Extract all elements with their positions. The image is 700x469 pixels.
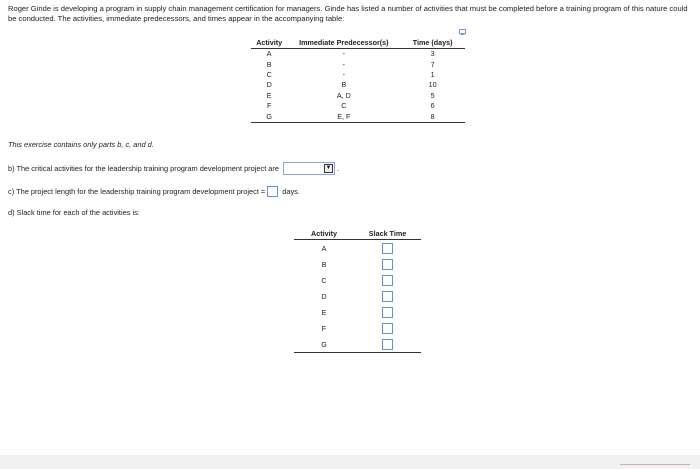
slack-activity-label: F bbox=[321, 323, 327, 333]
critical-activities-dropdown[interactable] bbox=[283, 162, 335, 175]
predecessor-cell: C bbox=[341, 101, 347, 111]
header-time: Time (days) bbox=[400, 37, 465, 49]
question-b-text: b) The critical activities for the leadership training program development project are bbox=[8, 164, 279, 173]
table-row bbox=[251, 80, 465, 90]
table-row bbox=[251, 59, 465, 69]
time-cell: 5 bbox=[430, 90, 435, 100]
exercise-note: This exercise contains only parts b, c, and d. bbox=[8, 140, 154, 149]
table-row bbox=[294, 320, 421, 336]
slack-input-c[interactable] bbox=[382, 275, 393, 286]
question-d-text: d) Slack time for each of the activities is: bbox=[8, 208, 140, 217]
table-row bbox=[251, 91, 465, 101]
activity-cell: F bbox=[266, 101, 272, 111]
predecessor-cell: - bbox=[342, 49, 346, 59]
activity-cell: G bbox=[251, 111, 287, 122]
slack-activity-label: C bbox=[321, 275, 327, 285]
table-row bbox=[294, 304, 421, 320]
predecessor-cell: A, D bbox=[336, 90, 351, 100]
time-cell: 1 bbox=[430, 69, 435, 79]
activity-cell: E bbox=[266, 90, 272, 100]
copy-table-icon[interactable] bbox=[459, 29, 466, 35]
slack-input-d[interactable] bbox=[382, 291, 393, 302]
project-length-input[interactable] bbox=[267, 186, 278, 197]
problem-statement: Roger Ginde is developing a program in supply chain management certification for managers. Ginde has listed a number of activities that must be completed before a training program of this nature could be conducted. The activities, immediate predecessors, and times appear in the accompanying table: bbox=[8, 4, 688, 23]
table-row bbox=[251, 49, 465, 60]
question-c-text: c) The project length for the leadership training program development project = bbox=[8, 187, 266, 196]
question-c bbox=[8, 186, 300, 197]
header-predecessors: Immediate Predecessor(s) bbox=[287, 37, 400, 49]
table-row bbox=[294, 336, 421, 353]
days-label: days. bbox=[282, 187, 300, 196]
slack-input-e[interactable] bbox=[382, 307, 393, 318]
table-row bbox=[294, 288, 421, 304]
footer-divider bbox=[620, 464, 690, 465]
header-activity: Activity bbox=[251, 37, 287, 49]
time-cell: 6 bbox=[430, 101, 435, 111]
slack-input-f[interactable] bbox=[382, 323, 393, 334]
slack-activity-label: B bbox=[321, 259, 327, 269]
slack-input-g[interactable] bbox=[382, 339, 393, 350]
slack-activity-label: G bbox=[294, 336, 354, 353]
activity-cell: C bbox=[266, 69, 272, 79]
slack-activity-label: A bbox=[321, 243, 327, 253]
time-cell: 7 bbox=[430, 59, 435, 69]
table-row bbox=[251, 70, 465, 80]
predecessor-cell: - bbox=[342, 69, 346, 79]
predecessor-cell: - bbox=[342, 59, 346, 69]
slack-input-a[interactable] bbox=[382, 243, 393, 254]
activity-table bbox=[251, 37, 465, 123]
slack-activity-label: D bbox=[321, 291, 327, 301]
question-b bbox=[8, 162, 339, 175]
table-row bbox=[294, 272, 421, 288]
time-cell: 10 bbox=[428, 80, 437, 90]
time-cell: 3 bbox=[430, 49, 435, 59]
predecessor-cell: E, F bbox=[287, 111, 400, 122]
activity-cell: B bbox=[266, 59, 272, 69]
header-slack-activity: Activity bbox=[294, 228, 354, 240]
table-row bbox=[294, 256, 421, 272]
table-row bbox=[251, 111, 465, 122]
table-row bbox=[294, 240, 421, 257]
slack-activity-label: E bbox=[321, 307, 327, 317]
slack-table bbox=[294, 228, 421, 353]
activity-cell: A bbox=[266, 49, 272, 59]
question-b-period: . bbox=[337, 164, 340, 173]
time-cell: 8 bbox=[400, 111, 465, 122]
dropdown-arrow-icon[interactable]: ▼ bbox=[325, 165, 332, 171]
activity-cell: D bbox=[266, 80, 272, 90]
predecessor-cell: B bbox=[341, 80, 347, 90]
footer-bar bbox=[0, 455, 700, 469]
table-row bbox=[251, 101, 465, 111]
header-slack-time: Slack Time bbox=[354, 228, 421, 240]
slack-input-b[interactable] bbox=[382, 259, 393, 270]
